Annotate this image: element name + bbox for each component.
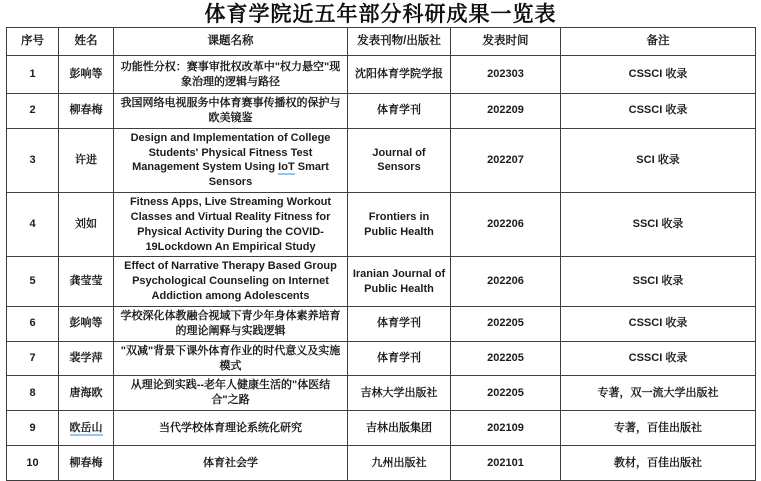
cell-name: 许进 bbox=[59, 128, 114, 192]
table-row bbox=[7, 56, 756, 94]
cell-topic: 我国网络电视服务中体育赛事传播权的保护与欧美镜鉴 bbox=[114, 94, 348, 129]
cell-date: 202205 bbox=[451, 341, 561, 376]
table-row bbox=[7, 257, 756, 307]
cell-name bbox=[59, 411, 114, 446]
topic-text: Design and Implementation of College Students' Physical Fitness Test Management System Using bbox=[130, 131, 331, 174]
cell-no: 9 bbox=[7, 411, 59, 446]
header-cell-journal: 发表刊物/出版社 bbox=[348, 28, 451, 56]
cell-date: 202206 bbox=[451, 193, 561, 257]
cell-journal: 吉林大学出版社 bbox=[348, 376, 451, 411]
spellcheck-underlined-text: 欧岳山 bbox=[69, 421, 103, 434]
table-row bbox=[7, 341, 756, 376]
table-row bbox=[7, 411, 756, 446]
cell-topic: 当代学校体育理论系统化研究 bbox=[114, 411, 348, 446]
cell-journal: 吉林出版集团 bbox=[348, 411, 451, 446]
cell-journal: 体育学刊 bbox=[348, 94, 451, 129]
cell-no: 10 bbox=[7, 446, 59, 481]
cell-remark: 教材，百佳出版社 bbox=[561, 446, 756, 481]
cell-remark: SCI 收录 bbox=[561, 128, 756, 192]
cell-journal: 沈阳体育学院学报 bbox=[348, 56, 451, 94]
cell-remark: SSCI 收录 bbox=[561, 193, 756, 257]
cell-date: 202303 bbox=[451, 56, 561, 94]
cell-name: 龚莹莹 bbox=[59, 257, 114, 307]
cell-topic: 功能性分权：赛事审批权改革中"权力悬空"现象治理的逻辑与路径 bbox=[114, 56, 348, 94]
cell-topic: "双减"背景下课外体育作业的时代意义及实施模式 bbox=[114, 341, 348, 376]
header-cell-remark: 备注 bbox=[561, 28, 756, 56]
cell-remark: CSSCI 收录 bbox=[561, 306, 756, 341]
cell-name: 柳春梅 bbox=[59, 94, 114, 129]
cell-no: 2 bbox=[7, 94, 59, 129]
table-row bbox=[7, 446, 756, 481]
cell-topic: Effect of Narrative Therapy Based Group Psychological Counseling on Internet Addiction among Adolescents bbox=[114, 257, 348, 307]
cell-remark: CSSCI 收录 bbox=[561, 341, 756, 376]
cell-journal: 体育学刊 bbox=[348, 341, 451, 376]
cell-topic: 从理论到实践--老年人健康生活的"体医结合"之路 bbox=[114, 376, 348, 411]
cell-no: 1 bbox=[7, 56, 59, 94]
cell-no: 5 bbox=[7, 257, 59, 307]
cell-topic: 体育社会学 bbox=[114, 446, 348, 481]
cell-name: 唐海欧 bbox=[59, 376, 114, 411]
cell-topic: Fitness Apps, Live Streaming Workout Classes and Virtual Reality Fitness for Physical Activity During the COVID-19Lockdown An Empirical Study bbox=[114, 193, 348, 257]
cell-remark: CSSCI 收录 bbox=[561, 94, 756, 129]
cell-date: 202205 bbox=[451, 376, 561, 411]
cell-journal: 九州出版社 bbox=[348, 446, 451, 481]
table-row bbox=[7, 376, 756, 411]
header-cell-no: 序号 bbox=[7, 28, 59, 56]
cell-remark: 专著，百佳出版社 bbox=[561, 411, 756, 446]
cell-no: 4 bbox=[7, 193, 59, 257]
cell-date: 202205 bbox=[451, 306, 561, 341]
research-table bbox=[6, 27, 756, 481]
cell-no: 3 bbox=[7, 128, 59, 192]
cell-date: 202206 bbox=[451, 257, 561, 307]
cell-topic bbox=[114, 128, 348, 192]
cell-name: 彭响等 bbox=[59, 56, 114, 94]
cell-remark: SSCI 收录 bbox=[561, 257, 756, 307]
cell-journal: Iranian Journal of Public Health bbox=[348, 257, 451, 307]
table-row bbox=[7, 128, 756, 192]
cell-name: 彭响等 bbox=[59, 306, 114, 341]
cell-journal: Frontiers in Public Health bbox=[348, 193, 451, 257]
spellcheck-underlined-text: IoT bbox=[278, 161, 295, 174]
cell-name: 裴学萍 bbox=[59, 341, 114, 376]
cell-remark: CSSCI 收录 bbox=[561, 56, 756, 94]
cell-name: 刘如 bbox=[59, 193, 114, 257]
cell-date: 202209 bbox=[451, 94, 561, 129]
header-cell-name: 姓名 bbox=[59, 28, 114, 56]
cell-no: 8 bbox=[7, 376, 59, 411]
cell-date: 202207 bbox=[451, 128, 561, 192]
cell-date: 202109 bbox=[451, 411, 561, 446]
cell-journal: 体育学刊 bbox=[348, 306, 451, 341]
cell-topic: 学校深化体教融合视域下青少年身体素养培育的理论阐释与实践逻辑 bbox=[114, 306, 348, 341]
table-row bbox=[7, 306, 756, 341]
cell-journal: Journal of Sensors bbox=[348, 128, 451, 192]
cell-no: 7 bbox=[7, 341, 59, 376]
cell-remark: 专著，双一流大学出版社 bbox=[561, 376, 756, 411]
cell-no: 6 bbox=[7, 306, 59, 341]
topic-text: Smart Sensors bbox=[208, 161, 329, 189]
header-cell-date: 发表时间 bbox=[451, 28, 561, 56]
header-row bbox=[7, 28, 756, 56]
header-cell-topic: 课题名称 bbox=[114, 28, 348, 56]
table-row bbox=[7, 193, 756, 257]
page-title: 体育学院近五年部分科研成果一览表 bbox=[204, 3, 557, 26]
cell-name: 柳春梅 bbox=[59, 446, 114, 481]
table-row bbox=[7, 94, 756, 129]
cell-date: 202101 bbox=[451, 446, 561, 481]
